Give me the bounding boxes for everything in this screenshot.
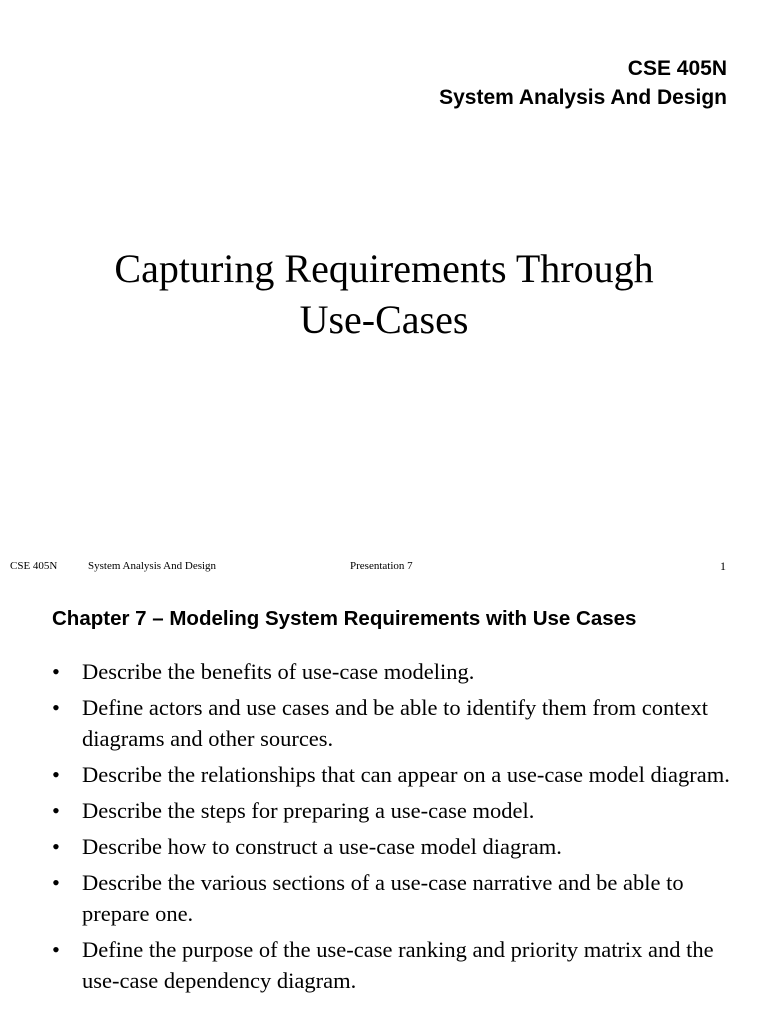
objectives-list xyxy=(52,656,742,1001)
bullet-icon: • xyxy=(52,659,60,684)
list-item xyxy=(52,867,742,929)
footer-course-name: System Analysis And Design xyxy=(88,560,217,572)
bullet-icon: • xyxy=(52,870,60,895)
course-name: System Analysis And Design xyxy=(439,86,727,109)
course-code: CSE 405N xyxy=(627,57,727,80)
list-item-text: Define actors and use cases and be able to identify them from context diagrams and other sources. xyxy=(82,695,709,751)
list-item xyxy=(52,795,742,826)
list-item xyxy=(52,934,742,996)
title-line-1: Capturing Requirements Through xyxy=(114,246,654,291)
course-header xyxy=(439,54,727,112)
bullet-icon: • xyxy=(52,695,60,720)
list-item-text: Describe the various sections of a use-case narrative and be able to prepare one. xyxy=(82,870,684,926)
presentation-title xyxy=(0,243,768,345)
list-item-text: Describe the steps for preparing a use-case model. xyxy=(82,798,535,823)
list-item-text: Describe the relationships that can appear on a use-case model diagram. xyxy=(82,762,730,787)
objectives-slide xyxy=(0,590,768,1024)
footer-presentation: Presentation 7 xyxy=(350,560,413,572)
bullet-icon: • xyxy=(52,937,60,962)
list-item-text: Describe the benefits of use-case modeling. xyxy=(82,659,475,684)
list-item xyxy=(52,759,742,790)
list-item xyxy=(52,656,742,687)
list-item-text: Define the purpose of the use-case ranking and priority matrix and the use-case dependency diagram. xyxy=(82,937,714,993)
title-line-2: Use-Cases xyxy=(299,297,469,342)
list-item-text: Describe how to construct a use-case model diagram. xyxy=(82,834,562,859)
footer-course-code: CSE 405N xyxy=(10,560,58,572)
list-item xyxy=(52,831,742,862)
chapter-title: Chapter 7 – Modeling System Requirements with Use Cases xyxy=(52,607,637,630)
bullet-icon: • xyxy=(52,798,60,823)
bullet-icon: • xyxy=(52,762,60,787)
slide-footer xyxy=(0,558,768,574)
footer-page-number: 1 xyxy=(720,559,726,573)
list-item xyxy=(52,692,742,754)
bullet-icon: • xyxy=(52,834,60,859)
